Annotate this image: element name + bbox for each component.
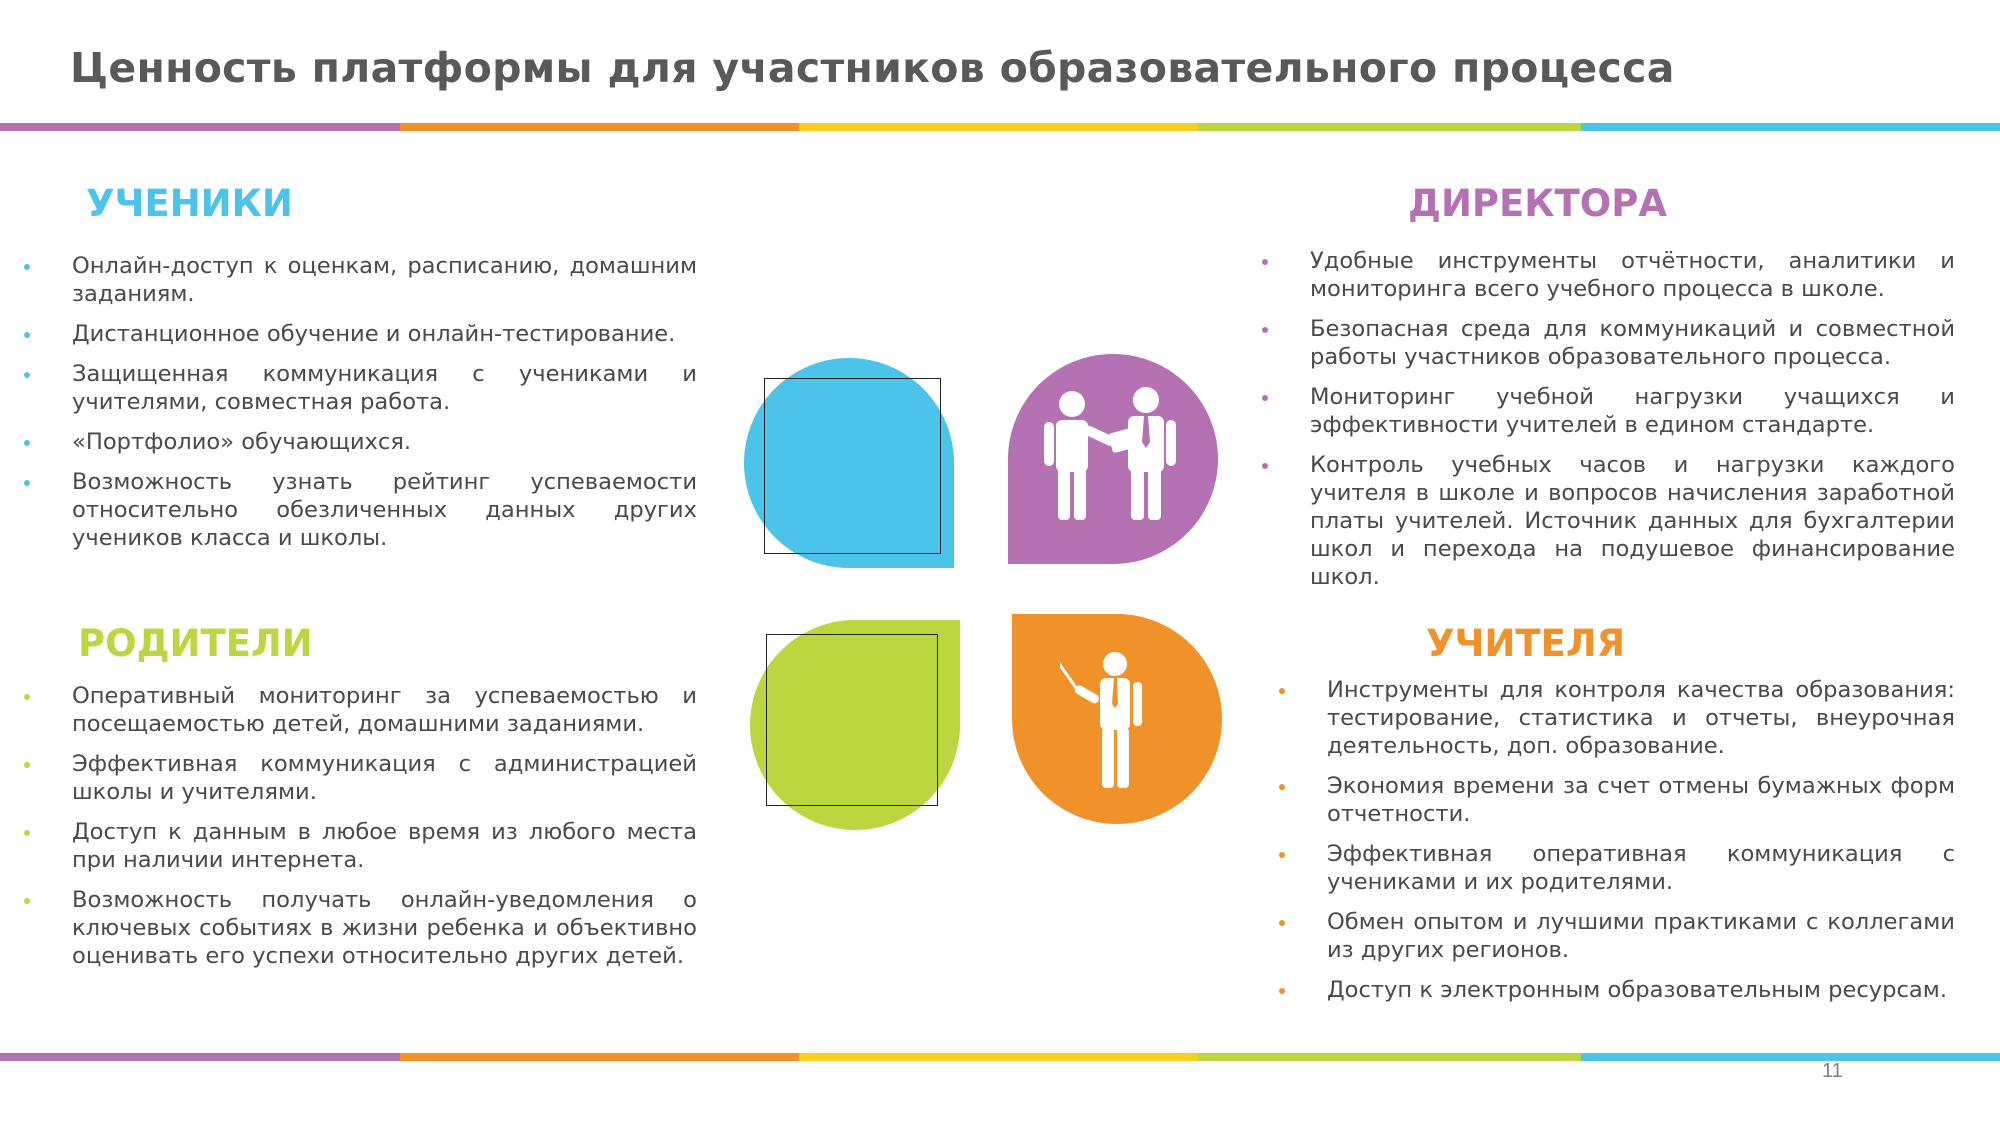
list-item: Дистанционное обучение и онлайн-тестирование.	[72, 320, 697, 348]
directors-list	[1310, 247, 1955, 603]
list-item: Контроль учебных часов и нагрузки каждого учителя в школе и вопросов начисления заработной платы учителей. Источник данных для бухгалтерии школ и перехода на подушевое финансирование школ.	[1310, 451, 1955, 591]
teacher-pointer-icon	[1060, 650, 1150, 790]
list-item: Удобные инструменты отчётности, аналитики и мониторинга всего учебного процесса в школе.	[1310, 247, 1955, 303]
list-item: Инструменты для контроля качества образования: тестирование, статистика и отчеты, внеурочная деятельность, доп. образование.	[1327, 676, 1955, 760]
image-placeholder-frame	[766, 634, 938, 806]
page-title: Ценность платформы для участников образовательного процесса	[70, 44, 1675, 92]
list-item: Возможность узнать рейтинг успеваемости относительно обезличенных данных других учеников класса и школы.	[72, 468, 697, 552]
page-number: 11	[1822, 1060, 1843, 1082]
list-item: Онлайн-доступ к оценкам, расписанию, домашним заданиям.	[72, 252, 697, 308]
parents-heading: РОДИТЕЛИ	[78, 622, 313, 665]
top-color-stripe	[0, 123, 2000, 131]
handshake-people-icon	[1042, 382, 1182, 522]
list-item: Защищенная коммуникация с учениками и учителями, совместная работа.	[72, 360, 697, 416]
parents-list	[72, 682, 697, 982]
list-item: Обмен опытом и лучшими практиками с коллегами из других регионов.	[1327, 908, 1955, 964]
list-item: Оперативный мониторинг за успеваемостью и посещаемостью детей, домашними заданиями.	[72, 682, 697, 738]
directors-heading: ДИРЕКТОРА	[1408, 182, 1667, 225]
list-item: «Портфолио» обучающихся.	[72, 428, 697, 456]
list-item: Возможность получать онлайн-уведомления о ключевых событиях в жизни ребенка и объективно оценивать его успехи относительно других детей.	[72, 886, 697, 970]
list-item: Эффективная оперативная коммуникация с учениками и их родителями.	[1327, 840, 1955, 896]
students-heading: УЧЕНИКИ	[86, 182, 293, 225]
teachers-list	[1327, 676, 1955, 1016]
teachers-heading: УЧИТЕЛЯ	[1426, 622, 1626, 665]
list-item: Мониторинг учебной нагрузки учащихся и эффективности учителей в едином стандарте.	[1310, 383, 1955, 439]
students-list	[72, 252, 697, 564]
list-item: Безопасная среда для коммуникаций и совместной работы участников образовательного процесса.	[1310, 315, 1955, 371]
list-item: Доступ к данным в любое время из любого места при наличии интернета.	[72, 818, 697, 874]
list-item: Экономия времени за счет отмены бумажных форм отчетности.	[1327, 772, 1955, 828]
bottom-color-stripe	[0, 1053, 2000, 1061]
list-item: Эффективная коммуникация с администрацией школы и учителями.	[72, 750, 697, 806]
image-placeholder-frame	[764, 378, 941, 554]
list-item: Доступ к электронным образовательным ресурсам.	[1327, 976, 1955, 1004]
